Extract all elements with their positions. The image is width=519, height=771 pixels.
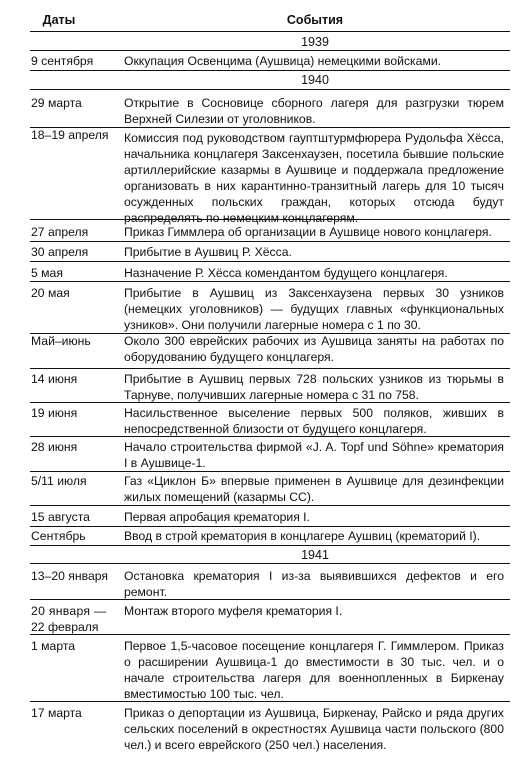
- row-rule: [30, 368, 510, 369]
- header-rule: [30, 31, 510, 32]
- row-event: Назначение Р. Хёсса комендантом будущего концлагеря.: [124, 266, 448, 280]
- year-rule: [30, 563, 510, 564]
- row-date: 5/11 июля: [31, 474, 87, 488]
- year-heading-1939: 1939: [301, 35, 329, 49]
- row-rule: [30, 281, 510, 282]
- row-date: 29 марта: [31, 96, 82, 110]
- row-event: Остановка крематория I из-за выявившихся дефектов и его ремонт.: [124, 569, 504, 599]
- row-event: Приказ Гиммлера об организации в Аушвице нового концлагеря.: [124, 225, 492, 239]
- row-rule: [30, 70, 510, 71]
- row-date: 13–20 января: [31, 569, 108, 583]
- row-rule: [30, 634, 510, 635]
- row-date: 14 июня: [31, 372, 78, 386]
- row-date: Май–июнь: [31, 334, 91, 348]
- row-event: Прибытие в Аушвиц из Заксенхаузена первых 30 узников (немецких уголовников) — будущих главных «функциональных узников». Они получили лагерные номера с 1 по 30.: [124, 286, 504, 332]
- row-event: Первая апробация крематория I.: [124, 510, 310, 524]
- row-rule: [30, 241, 510, 242]
- row-event: Открытие в Сосновице сборного лагеря для разгрузки тюрем Верхней Силезии от уголовников.: [124, 96, 504, 126]
- row-rule: [30, 219, 510, 220]
- row-date: Сентябрь: [31, 529, 86, 543]
- year-rule: [30, 89, 510, 90]
- row-rule: [30, 545, 510, 546]
- row-event: Насильственное выселение первых 500 поляков, живших в непосредственной близости от будущего концлагеря.: [124, 406, 504, 436]
- row-date: 5 мая: [31, 266, 63, 280]
- row-rule: [30, 526, 510, 527]
- row-date: 17 марта: [31, 706, 82, 720]
- row-date-end: 22 февраля: [31, 620, 99, 634]
- row-event: Прибытие в Аушвиц первых 728 польских узников из тюрьмы в Тарнуве, получивших лагерные номера с 31 по 758.: [124, 372, 504, 402]
- row-event: Ввод в строй крематория в концлагере Аушвиц (крематорий I).: [124, 529, 481, 543]
- row-event: Около 300 еврейских рабочих из Аушвица заняты на работах по оборудованию будущего концлагеря.: [124, 334, 504, 364]
- row-date: 28 июня: [31, 440, 78, 454]
- row-rule: [30, 701, 510, 702]
- row-rule: [30, 436, 510, 437]
- row-date: 30 апреля: [31, 245, 89, 259]
- year-heading-1940: 1940: [301, 73, 329, 87]
- column-header-dates: Даты: [42, 13, 76, 27]
- row-date: 19 июня: [31, 406, 78, 420]
- row-date: 20 мая: [31, 286, 70, 300]
- year-heading-1941: 1941: [301, 548, 329, 562]
- row-rule: [30, 505, 510, 506]
- row-date: 27 апреля: [31, 225, 89, 239]
- row-date: 1 марта: [31, 639, 76, 653]
- row-rule: [30, 261, 510, 262]
- row-date: 9 сентября: [31, 54, 94, 68]
- column-header-events: События: [286, 13, 344, 27]
- row-date-start: 20 января —: [31, 604, 107, 618]
- row-event: Прибытие в Аушвиц Р. Хёсса.: [124, 245, 292, 259]
- row-date: 18–19 апреля: [31, 128, 109, 142]
- row-event: Комиссия под руководством гауптштурмфюрера Рудольфа Хёсса, начальника концлагеря Заксенхаузен, посетила бывшие польские артиллерийские казармы в Аушвице и поддержала предложение организовать в них карантинно-транзитный лагерь для 10 тысяч осужденных польских граждан, которых отсюда будут распределять по немецким концлагерям.: [124, 131, 504, 225]
- row-event: Монтаж второго муфеля крематория I.: [124, 604, 343, 618]
- row-event: Начало строительства фирмой «J. A. Topf und Söhne» крематория I в Аушвице-1.: [124, 440, 504, 470]
- row-rule: [30, 402, 510, 403]
- row-rule: [30, 599, 510, 600]
- row-date: 15 августа: [31, 510, 90, 524]
- row-event: Газ «Циклон Б» впервые применен в Аушвице для дезинфекции жилых помещений (казармы СС).: [124, 474, 504, 504]
- row-rule: [30, 471, 510, 472]
- row-event: Оккупация Освенцима (Аушвица) немецкими войсками.: [124, 54, 442, 68]
- row-event: Первое 1,5-часовое посещение концлагеря Г. Гиммлером. Приказ о расширении Аушвица-1 до вместимости в 30 тыс. чел. и о начале строительства лагеря для военнопленных в Биркенау вместимостью 100 тыс. чел.: [124, 639, 504, 701]
- row-event: Приказ о депортации из Аушвица, Биркенау, Райско и ряда других сельских поселений в окрестностях Аушвица части польского (800 чел.) и всего еврейского (250 чел.) населения.: [124, 706, 504, 752]
- year-rule: [30, 50, 510, 51]
- row-date: [31, 603, 121, 635]
